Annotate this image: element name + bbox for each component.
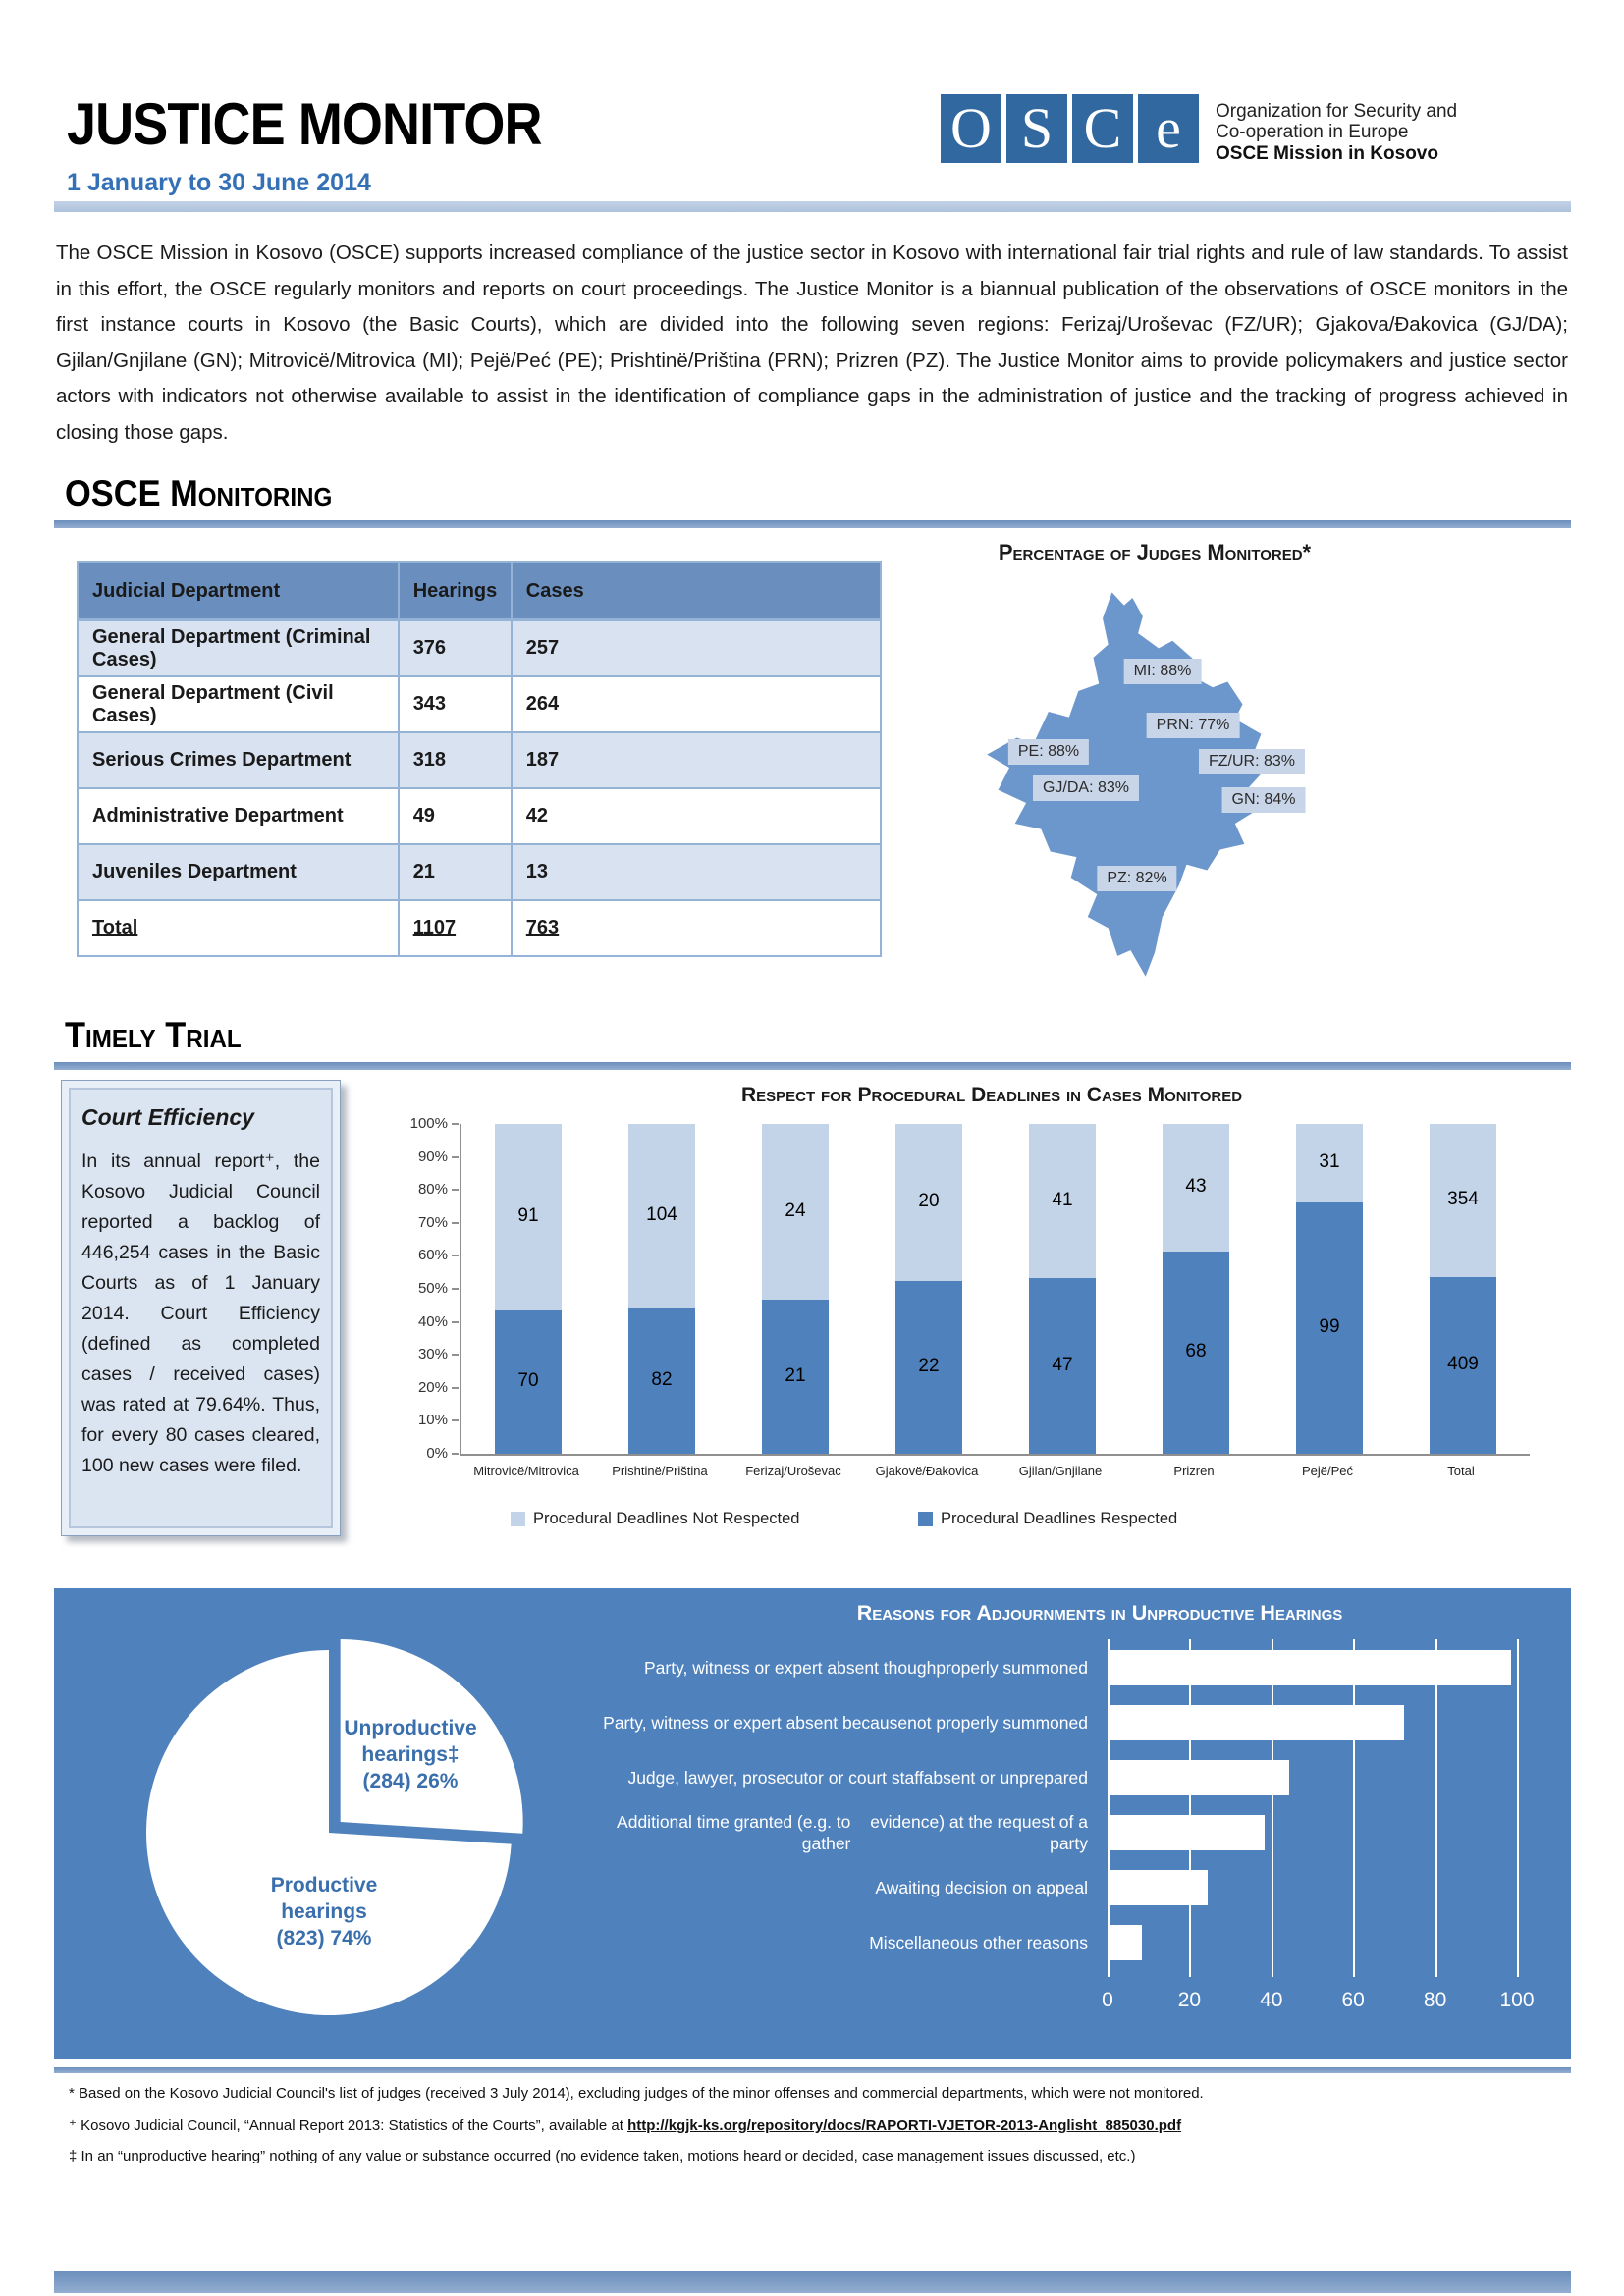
x-axis-category-label: Prishtinë/Priština — [612, 1464, 708, 1478]
table-cell-department: Serious Crimes Department — [78, 732, 399, 788]
bar-value-respected: 409 — [1447, 1354, 1479, 1374]
stacked-bar — [895, 1124, 962, 1454]
y-axis-tick-mark — [452, 1222, 459, 1224]
y-axis-tick-label: 50% — [417, 1280, 448, 1297]
bar-value-respected: 82 — [651, 1369, 673, 1390]
y-axis-tick-label: 60% — [417, 1247, 448, 1264]
x-axis-tick-label: 20 — [1177, 1989, 1202, 2011]
footnote-1-text: Based on the Kosovo Judicial Council's list of judges (received 3 July 2014), excluding judges of the minor offenses and commercial departments, which were not monitored. — [79, 2085, 1204, 2102]
table-row — [78, 844, 881, 900]
table-cell-hearings: 21 — [399, 844, 512, 900]
intro-paragraph: The OSCE Mission in Kosovo (OSCE) supports increased compliance of the justice sector in Kosovo with international fair trial rights and rule of law standards. To assist in this effort, the OSCE regularly monitors and reports on court proceedings. The Justice Monitor is a biannual publication of the observations of OSCE monitors in the first instance courts in Kosovo (the Basic Courts), which are divided into the following seven regions: Ferizaj/Uroševac (FZ/UR); Gjakova/Đakovica (GJ/DA); Gjilan/Gnjilane (GN); Mitrovicë/Mitrovica (MI); Pejë/Peć (PE); Prishtinë/Priština (PRN); Prizren (PZ). The Justice Monitor aims to provide policymakers and justice sector actors with indicators not otherwise available to assist in the identification of compliance gaps in the administration of justice and the tracking of progress achieved in closing those gaps. — [56, 241, 1568, 444]
y-axis-tick-label: 90% — [417, 1148, 448, 1165]
column-header-hearings: Hearings — [399, 562, 512, 620]
osce-logo-letter: e — [1138, 94, 1199, 163]
x-axis-tick-label: 0 — [1102, 1989, 1113, 2011]
bar-horizontal — [1110, 1760, 1289, 1795]
osce-logo-letter: S — [1006, 94, 1067, 163]
table-cell-cases: 763 — [512, 900, 881, 956]
monitoring-table — [77, 561, 882, 957]
org-mission-line: OSCE Mission in Kosovo — [1216, 143, 1438, 164]
footnote-3-text: In an “unproductive hearing” nothing of any value or substance occurred (no evidence taken, motions heard or decided, case management issues discussed, etc.) — [81, 2148, 1136, 2164]
y-axis-tick-label: 80% — [417, 1181, 448, 1199]
y-axis-tick-mark — [452, 1387, 459, 1389]
x-axis-tick-label: 100 — [1499, 1989, 1535, 2011]
bar-value-respected: 70 — [517, 1370, 539, 1391]
y-axis-tick-mark — [452, 1419, 459, 1421]
y-axis-tick-label: 30% — [417, 1346, 448, 1363]
deadlines-chart-title: Respect for Procedural Deadlines in Cases Monitored — [740, 1084, 1243, 1106]
y-axis-tick-mark — [452, 1189, 459, 1191]
x-axis-category-label: Mitrovicë/Mitrovica — [473, 1464, 579, 1478]
map-region-label: PRN: 77% — [1147, 713, 1240, 738]
legend-item — [511, 1510, 800, 1528]
map-region-label: PE: 88% — [1008, 739, 1089, 765]
y-axis-tick-mark — [452, 1354, 459, 1356]
footnote-2 — [69, 2116, 1181, 2134]
legend-label: Procedural Deadlines Not Respected — [533, 1510, 800, 1527]
section-rule-1 — [54, 520, 1571, 528]
map-region-label: PZ: 82% — [1097, 866, 1176, 891]
x-axis-category-label: Gjilan/Gnjilane — [1018, 1464, 1103, 1478]
osce-logo-letter: O — [941, 94, 1001, 163]
x-axis-category-label: Gjakovë/Đakovica — [875, 1464, 979, 1478]
bar-category-label: Miscellaneous other reasons — [869, 1933, 1088, 1952]
x-axis-category-label: Total — [1447, 1464, 1475, 1478]
stacked-bar — [1430, 1124, 1496, 1454]
pie-label-productive: (823) 74% — [276, 1927, 372, 1949]
bar-value-not-respected: 41 — [1052, 1189, 1073, 1210]
stacked-bar — [1029, 1124, 1096, 1454]
table-cell-department: Total — [78, 900, 399, 956]
grid-line — [1517, 1639, 1519, 1977]
table-row — [78, 732, 881, 788]
x-axis-category-label: Pejë/Peć — [1301, 1464, 1354, 1478]
table-row — [78, 788, 881, 844]
bar-value-not-respected: 104 — [646, 1204, 677, 1225]
y-axis-tick-label: 70% — [417, 1213, 448, 1231]
pie-label-unproductive: Unproductive — [344, 1717, 477, 1739]
y-axis-tick-label: 100% — [409, 1115, 448, 1132]
map-region-label: GJ/DA: 83% — [1033, 775, 1139, 801]
org-name-line1: Organization for Security and — [1216, 101, 1458, 122]
bar-value-not-respected: 24 — [785, 1200, 806, 1221]
report-period: 1 January to 30 June 2014 — [67, 169, 371, 196]
footnote-1 — [69, 2085, 1204, 2102]
stacked-bar — [628, 1124, 695, 1454]
legend-label: Procedural Deadlines Respected — [941, 1510, 1178, 1527]
y-axis-tick-mark — [452, 1255, 459, 1256]
bar-value-not-respected: 354 — [1447, 1189, 1479, 1209]
court-efficiency-text: In its annual report⁺, the Kosovo Judicial Council reported a backlog of 446,254 cases in the Basic Courts as of 1 January 2014. Court Efficiency (defined as completed cases / received cases) was rated at 79.64%. Thus, for every 80 cases cleared, 100 new cases were filed. — [81, 1150, 320, 1476]
y-axis-tick-label: 40% — [417, 1312, 448, 1330]
section-heading-timely-trial: Timely Trial — [65, 1015, 242, 1055]
column-header-department: Judicial Department — [78, 562, 399, 620]
table-cell-hearings: 49 — [399, 788, 512, 844]
pie-label-unproductive: hearings‡ — [361, 1743, 460, 1766]
y-axis-tick-label: 20% — [417, 1378, 448, 1396]
bar-horizontal — [1110, 1925, 1142, 1960]
adjournments-panel — [54, 1588, 1571, 2059]
legend-swatch — [918, 1512, 933, 1526]
adjournments-title: Reasons for Adjournments in Unproductive Hearings — [856, 1601, 1343, 1625]
table-cell-cases: 264 — [512, 676, 881, 732]
bar-chart-grid — [1108, 1639, 1521, 1977]
stacked-bar — [495, 1124, 562, 1454]
table-cell-hearings: 1107 — [399, 900, 512, 956]
bar-category-label: Party, witness or expert absent though properly summoned — [644, 1658, 1088, 1678]
x-axis-tick-label: 80 — [1423, 1989, 1447, 2011]
osce-logo-letter: C — [1072, 94, 1133, 163]
bar-horizontal — [1110, 1815, 1265, 1850]
pie-label-productive: hearings — [281, 1900, 367, 1923]
section-heading-osce-monitoring: OSCE Monitoring — [65, 473, 333, 513]
deadlines-chart-plot — [460, 1124, 1530, 1456]
table-row — [78, 676, 881, 732]
footer-bar — [54, 2271, 1571, 2293]
org-name-block — [1216, 101, 1457, 165]
table-cell-hearings: 376 — [399, 620, 512, 677]
pie-label-unproductive: (284) 26% — [362, 1770, 459, 1792]
footnote-3 — [69, 2148, 1135, 2164]
footnote-rule — [54, 2067, 1571, 2073]
legend-swatch — [511, 1512, 525, 1526]
bar-value-not-respected: 91 — [517, 1205, 539, 1226]
table-cell-cases: 257 — [512, 620, 881, 677]
footnote-3-marker: ‡ — [69, 2148, 78, 2164]
bar-value-respected: 99 — [1319, 1316, 1340, 1337]
court-efficiency-title: Court Efficiency — [81, 1104, 254, 1130]
bar-value-respected: 68 — [1185, 1341, 1207, 1362]
x-axis-tick-label: 40 — [1260, 1989, 1283, 2011]
legend-item — [918, 1510, 1177, 1528]
table-row — [78, 620, 881, 677]
table-cell-department: General Department (Civil Cases) — [78, 676, 399, 732]
table-cell-cases: 13 — [512, 844, 881, 900]
table-cell-department: Juveniles Department — [78, 844, 399, 900]
bar-horizontal — [1110, 1650, 1511, 1685]
table-cell-cases: 187 — [512, 732, 881, 788]
y-axis-tick-mark — [452, 1453, 459, 1455]
y-axis-tick-mark — [452, 1123, 459, 1125]
map-region-label: GN: 84% — [1222, 787, 1306, 813]
footnote-2-marker: ⁺ — [69, 2117, 77, 2134]
bar-category-label: Judge, lawyer, prosecutor or court staff absent or unprepared — [627, 1768, 1088, 1788]
footnote-1-marker: * — [69, 2085, 75, 2102]
bar-value-not-respected: 31 — [1319, 1151, 1340, 1172]
pie-label-productive: Productive — [270, 1874, 378, 1896]
footnote-2-text: Kosovo Judicial Council, “Annual Report 2013: Statistics of the Courts”, available at — [81, 2117, 628, 2134]
grid-line — [1189, 1639, 1191, 1977]
bar-value-respected: 47 — [1052, 1354, 1073, 1375]
bar-category-label: Additional time granted (e.g. to gather evidence) at the request of a party — [617, 1812, 1088, 1853]
stacked-bar — [1296, 1124, 1363, 1454]
table-cell-hearings: 343 — [399, 676, 512, 732]
table-total-row — [78, 900, 881, 956]
y-axis-tick-mark — [452, 1288, 459, 1290]
x-axis-tick-label: 60 — [1341, 1989, 1365, 2011]
hearings-pie-chart — [113, 1625, 565, 2047]
grid-line — [1353, 1639, 1355, 1977]
stacked-bar — [762, 1124, 829, 1454]
x-axis-category-label: Prizren — [1173, 1464, 1215, 1478]
header-rule — [54, 201, 1571, 212]
section-rule-2 — [54, 1062, 1571, 1070]
stacked-bar — [1163, 1124, 1229, 1454]
bar-category-label: Awaiting decision on appeal — [875, 1878, 1088, 1897]
y-axis-tick-label: 10% — [417, 1412, 448, 1429]
kosovo-map — [972, 579, 1345, 991]
y-axis-tick-mark — [452, 1156, 459, 1158]
bar-value-not-respected: 20 — [918, 1191, 940, 1211]
bar-horizontal — [1110, 1870, 1208, 1905]
x-axis-category-label: Ferizaj/Uroševac — [745, 1464, 841, 1478]
grid-line — [1435, 1639, 1437, 1977]
footnote-2-link[interactable]: http://kgjk-ks.org/repository/docs/RAPORTI-VJETOR-2013-Anglisht_885030.pdf — [627, 2117, 1182, 2134]
y-axis-tick-mark — [452, 1321, 459, 1323]
map-region-label: FZ/UR: 83% — [1199, 749, 1305, 774]
column-header-cases: Cases — [512, 562, 881, 620]
table-cell-hearings: 318 — [399, 732, 512, 788]
page-title: JUSTICE MONITOR — [67, 91, 542, 157]
y-axis-tick-label: 0% — [426, 1445, 448, 1462]
bar-value-respected: 21 — [785, 1364, 806, 1386]
table-cell-cases: 42 — [512, 788, 881, 844]
map-title: Percentage of Judges Monitored* — [998, 540, 1312, 564]
osce-logo — [941, 94, 1199, 163]
map-region-label: MI: 88% — [1124, 659, 1202, 684]
bar-value-not-respected: 43 — [1185, 1176, 1207, 1197]
court-efficiency-box — [61, 1080, 341, 1536]
bar-value-respected: 22 — [918, 1356, 940, 1376]
bar-category-label: Party, witness or expert absent because not properly summoned — [603, 1713, 1088, 1733]
table-cell-department: General Department (Criminal Cases) — [78, 620, 399, 677]
grid-line — [1272, 1639, 1273, 1977]
bar-horizontal — [1110, 1705, 1404, 1740]
table-header-row — [78, 562, 881, 620]
table-cell-department: Administrative Department — [78, 788, 399, 844]
org-name-line2: Co-operation in Europe — [1216, 122, 1409, 142]
